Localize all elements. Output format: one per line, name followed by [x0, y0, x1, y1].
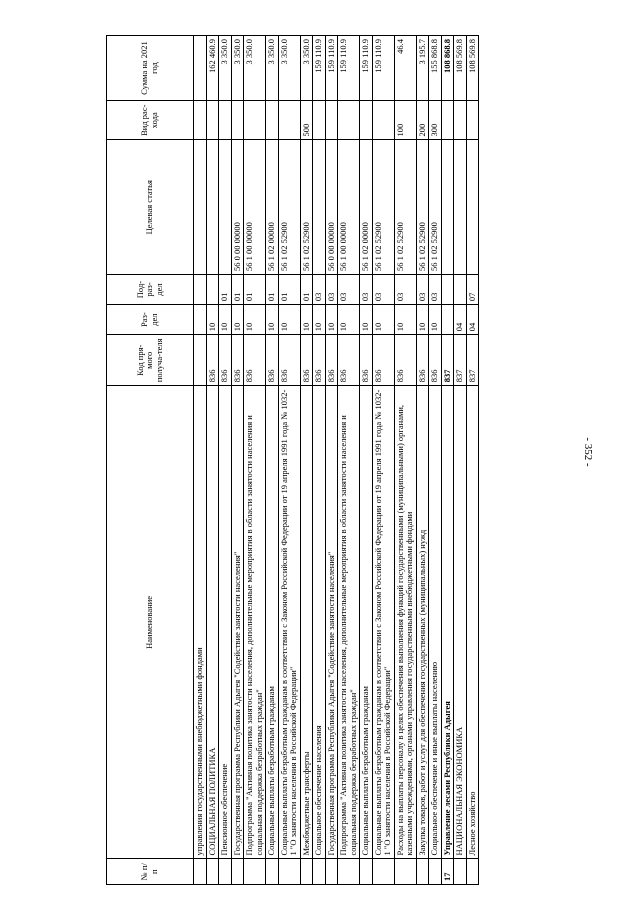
row-subsection [206, 274, 219, 304]
row-expense-type [360, 101, 373, 140]
row-section: 10 [219, 305, 232, 335]
page-number: - 352 - [582, 437, 594, 467]
table-row [219, 36, 232, 885]
row-expense-type [278, 101, 300, 140]
row-section: 10 [372, 305, 394, 335]
row-section: 10 [313, 305, 326, 335]
row-section: 04 [454, 305, 467, 335]
table-row [206, 36, 219, 885]
row-num [231, 859, 244, 885]
row-section: 10 [300, 305, 313, 335]
row-target [466, 140, 479, 275]
row-num [325, 859, 338, 885]
row-target: 56 1 02 52900 [416, 140, 429, 275]
row-amount: 108 868.8 [441, 36, 454, 101]
header-amount: Сумма на 2021 год [107, 36, 194, 101]
row-amount: 159 110.9 [372, 36, 394, 101]
table-header-row [107, 36, 194, 885]
row-expense-type: 300 [429, 101, 442, 140]
row-amount: 46.4 [394, 36, 416, 101]
row-num [266, 859, 279, 885]
header-name: Наименование [107, 386, 194, 859]
row-amount: 159 110.9 [325, 36, 338, 101]
row-section: 10 [266, 305, 279, 335]
row-code: 836 [300, 335, 313, 386]
row-code: 836 [429, 335, 442, 386]
row-expense-type [325, 101, 338, 140]
row-expense-type: 200 [416, 101, 429, 140]
row-expense-type [266, 101, 279, 140]
row-target [454, 140, 467, 275]
row-expense-type [466, 101, 479, 140]
row-name: Подпрограмма "Активная политика занятости населения, дополнительные мероприятия в области занятости населения и социальная поддержка безработных граждан" [244, 386, 266, 859]
table-row [244, 36, 266, 885]
row-target: 56 1 02 52900 [300, 140, 313, 275]
row-subsection: 01 [231, 274, 244, 304]
row-section: 10 [394, 305, 416, 335]
row-num [338, 859, 360, 885]
row-code: 836 [231, 335, 244, 386]
row-name: Расходы на выплаты персоналу в целях обеспечения выполнения функций государственными (муниципальными) органами, казенными учреждениями, органами управления государственными внебюджетными фондами [394, 386, 416, 859]
row-name: Социальное обеспечение и иные выплаты населению [429, 386, 442, 859]
row-expense-type [231, 101, 244, 140]
row-section: 10 [338, 305, 360, 335]
row-num [300, 859, 313, 885]
row-amount: 159 110.9 [360, 36, 373, 101]
row-code: 836 [219, 335, 232, 386]
row-name: Межбюджетные трансферты [300, 386, 313, 859]
row-subsection: 03 [372, 274, 394, 304]
row-code: 837 [466, 335, 479, 386]
row-name: Социальные выплаты безработным гражданам [266, 386, 279, 859]
row-expense-type [338, 101, 360, 140]
row-section: 10 [360, 305, 373, 335]
table-row [231, 36, 244, 885]
row-subsection: 01 [278, 274, 300, 304]
row-target: 56 1 02 00000 [266, 140, 279, 275]
row-code: 836 [206, 335, 219, 386]
header-target: Целевая статья [107, 140, 194, 275]
row-amount: 155 868.8 [429, 36, 442, 101]
row-num: 17 [441, 859, 454, 885]
row-section: 10 [416, 305, 429, 335]
row-target [219, 140, 232, 275]
row-code: 836 [416, 335, 429, 386]
row-expense-type: 500 [300, 101, 313, 140]
row-amount: 3 350.0 [300, 36, 313, 101]
row-num [244, 859, 266, 885]
row-target: 56 1 02 52900 [429, 140, 442, 275]
header-num: № п/п [107, 859, 194, 885]
row-expense-type [194, 101, 207, 140]
row-name: Закупка товаров, работ и услуг для обеспечения государственных (муниципальных) нужд [416, 386, 429, 859]
row-name: Подпрограмма "Активная политика занятости населения, дополнительные мероприятия в области занятости населения и социальная поддержка безработных граждан" [338, 386, 360, 859]
row-code: 836 [360, 335, 373, 386]
row-name: Пенсионное обеспечение [219, 386, 232, 859]
row-amount: 3 350.0 [231, 36, 244, 101]
table-row [313, 36, 326, 885]
row-amount: 162 460.9 [206, 36, 219, 101]
row-target: 56 1 02 00000 [360, 140, 373, 275]
table-row [416, 36, 429, 885]
row-section: 04 [466, 305, 479, 335]
row-target: 56 0 00 00000 [325, 140, 338, 275]
table-row [372, 36, 394, 885]
row-subsection: 03 [325, 274, 338, 304]
row-expense-type [244, 101, 266, 140]
table-row [278, 36, 300, 885]
row-code: 836 [278, 335, 300, 386]
row-section: 10 [244, 305, 266, 335]
row-num [394, 859, 416, 885]
row-name: СОЦИАЛЬНАЯ ПОЛИТИКА [206, 386, 219, 859]
row-amount: 108 569.8 [466, 36, 479, 101]
row-amount: 3 195.7 [416, 36, 429, 101]
row-target: 56 1 02 52900 [394, 140, 416, 275]
row-name: Государственная программа Республики Адыгея "Содействие занятости населения" [325, 386, 338, 859]
row-expense-type [454, 101, 467, 140]
header-expense-type: Вид рас-хода [107, 101, 194, 140]
row-code [194, 335, 207, 386]
row-amount: 108 569.8 [454, 36, 467, 101]
row-name: Социальные выплаты безработным гражданам в соответствии с Законом Российской Федерации от 19 апреля 1991 года № 1032-1 "О занятости населения в Российской Федерации" [372, 386, 394, 859]
row-section [194, 305, 207, 335]
row-name: НАЦИОНАЛЬНАЯ ЭКОНОМИКА [454, 386, 467, 859]
row-subsection [194, 274, 207, 304]
row-target: 56 1 02 52900 [372, 140, 394, 275]
row-amount: 159 110.9 [338, 36, 360, 101]
row-target: 56 1 00 00000 [338, 140, 360, 275]
row-name: управления государственными внебюджетными фондами [194, 386, 207, 859]
row-subsection: 03 [360, 274, 373, 304]
budget-table [106, 35, 479, 885]
row-name: Лесное хозяйство [466, 386, 479, 859]
row-code: 837 [441, 335, 454, 386]
table-row [194, 36, 207, 885]
row-amount: 3 350.0 [244, 36, 266, 101]
header-section: Раз-дел [107, 305, 194, 335]
row-num [429, 859, 442, 885]
row-section: 10 [206, 305, 219, 335]
row-subsection: 03 [394, 274, 416, 304]
header-subsection: Под-раз-дел [107, 274, 194, 304]
row-code: 836 [244, 335, 266, 386]
row-num [206, 859, 219, 885]
table-row [300, 36, 313, 885]
budget-table-container [106, 35, 556, 885]
row-code: 836 [372, 335, 394, 386]
row-subsection: 03 [429, 274, 442, 304]
row-name: Социальные выплаты безработным гражданам [360, 386, 373, 859]
row-amount: 3 350.0 [266, 36, 279, 101]
table-row [338, 36, 360, 885]
table-row [454, 36, 467, 885]
row-code: 836 [338, 335, 360, 386]
table-row [441, 36, 454, 885]
row-code: 836 [394, 335, 416, 386]
row-expense-type [441, 101, 454, 140]
table-body [194, 36, 479, 885]
table-row [266, 36, 279, 885]
row-name: Социальные выплаты безработным гражданам в соответствии с Законом Российской Федерации от 19 апреля 1991 года № 1032-1 "О занятости населения в Российской Федерации" [278, 386, 300, 859]
row-expense-type [206, 101, 219, 140]
row-section: 10 [429, 305, 442, 335]
row-num [372, 859, 394, 885]
row-num [466, 859, 479, 885]
row-target: 56 1 00 00000 [244, 140, 266, 275]
row-num [454, 859, 467, 885]
row-amount [194, 36, 207, 101]
row-section [441, 305, 454, 335]
row-subsection: 03 [416, 274, 429, 304]
row-target [194, 140, 207, 275]
row-num [194, 859, 207, 885]
row-target: 56 0 00 00000 [231, 140, 244, 275]
table-row [360, 36, 373, 885]
table-row [466, 36, 479, 885]
row-subsection [441, 274, 454, 304]
row-section: 10 [278, 305, 300, 335]
row-num [219, 859, 232, 885]
row-target [441, 140, 454, 275]
row-amount: 3 350.0 [219, 36, 232, 101]
row-name: Управление лесами Республики Адыгея [441, 386, 454, 859]
row-section: 10 [325, 305, 338, 335]
row-code: 836 [325, 335, 338, 386]
row-subsection: 01 [244, 274, 266, 304]
row-subsection: 07 [466, 274, 479, 304]
row-subsection: 01 [219, 274, 232, 304]
row-expense-type: 100 [394, 101, 416, 140]
row-subsection: 03 [313, 274, 326, 304]
table-row [325, 36, 338, 885]
row-target [313, 140, 326, 275]
row-subsection: 03 [338, 274, 360, 304]
row-name: Социальное обеспечение населения [313, 386, 326, 859]
row-expense-type [219, 101, 232, 140]
table-row [429, 36, 442, 885]
row-expense-type [313, 101, 326, 140]
row-target [206, 140, 219, 275]
row-code: 836 [313, 335, 326, 386]
row-expense-type [372, 101, 394, 140]
table-row [394, 36, 416, 885]
row-code: 836 [266, 335, 279, 386]
row-subsection [454, 274, 467, 304]
row-amount: 159 110.9 [313, 36, 326, 101]
row-target: 56 1 02 52900 [278, 140, 300, 275]
row-num [278, 859, 300, 885]
row-name: Государственная программа Республики Адыгея "Содействие занятости населения" [231, 386, 244, 859]
row-amount: 3 350.0 [278, 36, 300, 101]
row-subsection: 01 [300, 274, 313, 304]
row-subsection: 01 [266, 274, 279, 304]
row-num [360, 859, 373, 885]
row-num [313, 859, 326, 885]
row-num [416, 859, 429, 885]
row-section: 10 [231, 305, 244, 335]
row-code: 837 [454, 335, 467, 386]
header-code: Код пря-мого получа-теля [107, 335, 194, 386]
